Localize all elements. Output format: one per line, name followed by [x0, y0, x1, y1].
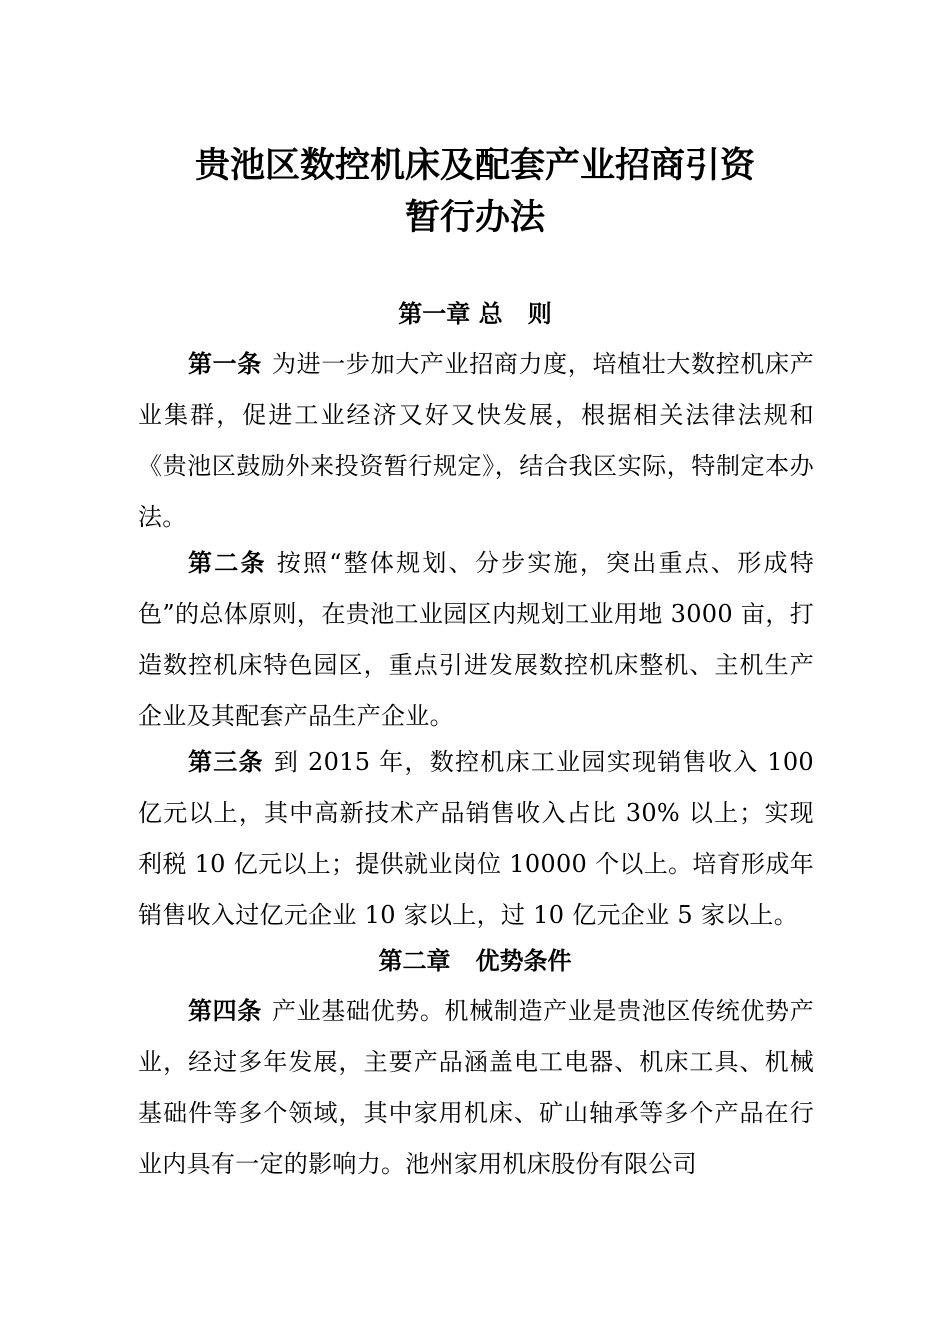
article-paragraph — [138, 339, 814, 543]
chapter-heading-advantages: 第二章 优势条件 — [378, 947, 572, 975]
article-paragraph — [138, 538, 814, 742]
article-text: 为进一步加大产业招商力度，培植壮大数控机床产业集群，促进工业经济又好又快发展，根据相关法律法规和《贵池区鼓励外来投资暂行规定》，结合我区实际，特制定本办法。 — [138, 350, 814, 531]
article-label: 第三条 — [188, 748, 264, 776]
article-text: 按照“整体规划、分步实施，突出重点、形成特色”的总体原则，在贵池工业园区内规划工业用地 3000 亩，打造数控机床特色园区，重点引进发展数控机床整机、主机生产企业及其配套产品生产企业。 — [138, 549, 814, 730]
article-paragraph — [138, 737, 814, 941]
article-label: 第二条 — [188, 549, 267, 577]
article-label: 第一条 — [188, 350, 262, 378]
article-paragraph — [138, 986, 814, 1190]
article-label: 第四条 — [188, 997, 262, 1025]
chapter-heading-general: 第一章 总 则 — [398, 300, 552, 328]
article-text: 产业基础优势。机械制造产业是贵池区传统优势产业，经过多年发展，主要产品涵盖电工电器、机床工具、机械基础件等多个领域，其中家用机床、矿山轴承等多个产品在行业内具有一定的影响力。池州家用机床股份有限公司 — [138, 997, 814, 1178]
article-text: 到 2015 年，数控机床工业园实现销售收入 100 亿元以上，其中高新技术产品销售收入占比 30% 以上；实现利税 10 亿元以上；提供就业岗位 10000 个以上。培育形成年销售收入过亿元企业 10 家以上，过 10 亿元企业 5 家以上。 — [138, 748, 814, 929]
document-title-line2: 暂行办法 — [404, 198, 545, 238]
document-title-line1: 贵池区数控机床及配套产业招商引资 — [194, 146, 755, 186]
